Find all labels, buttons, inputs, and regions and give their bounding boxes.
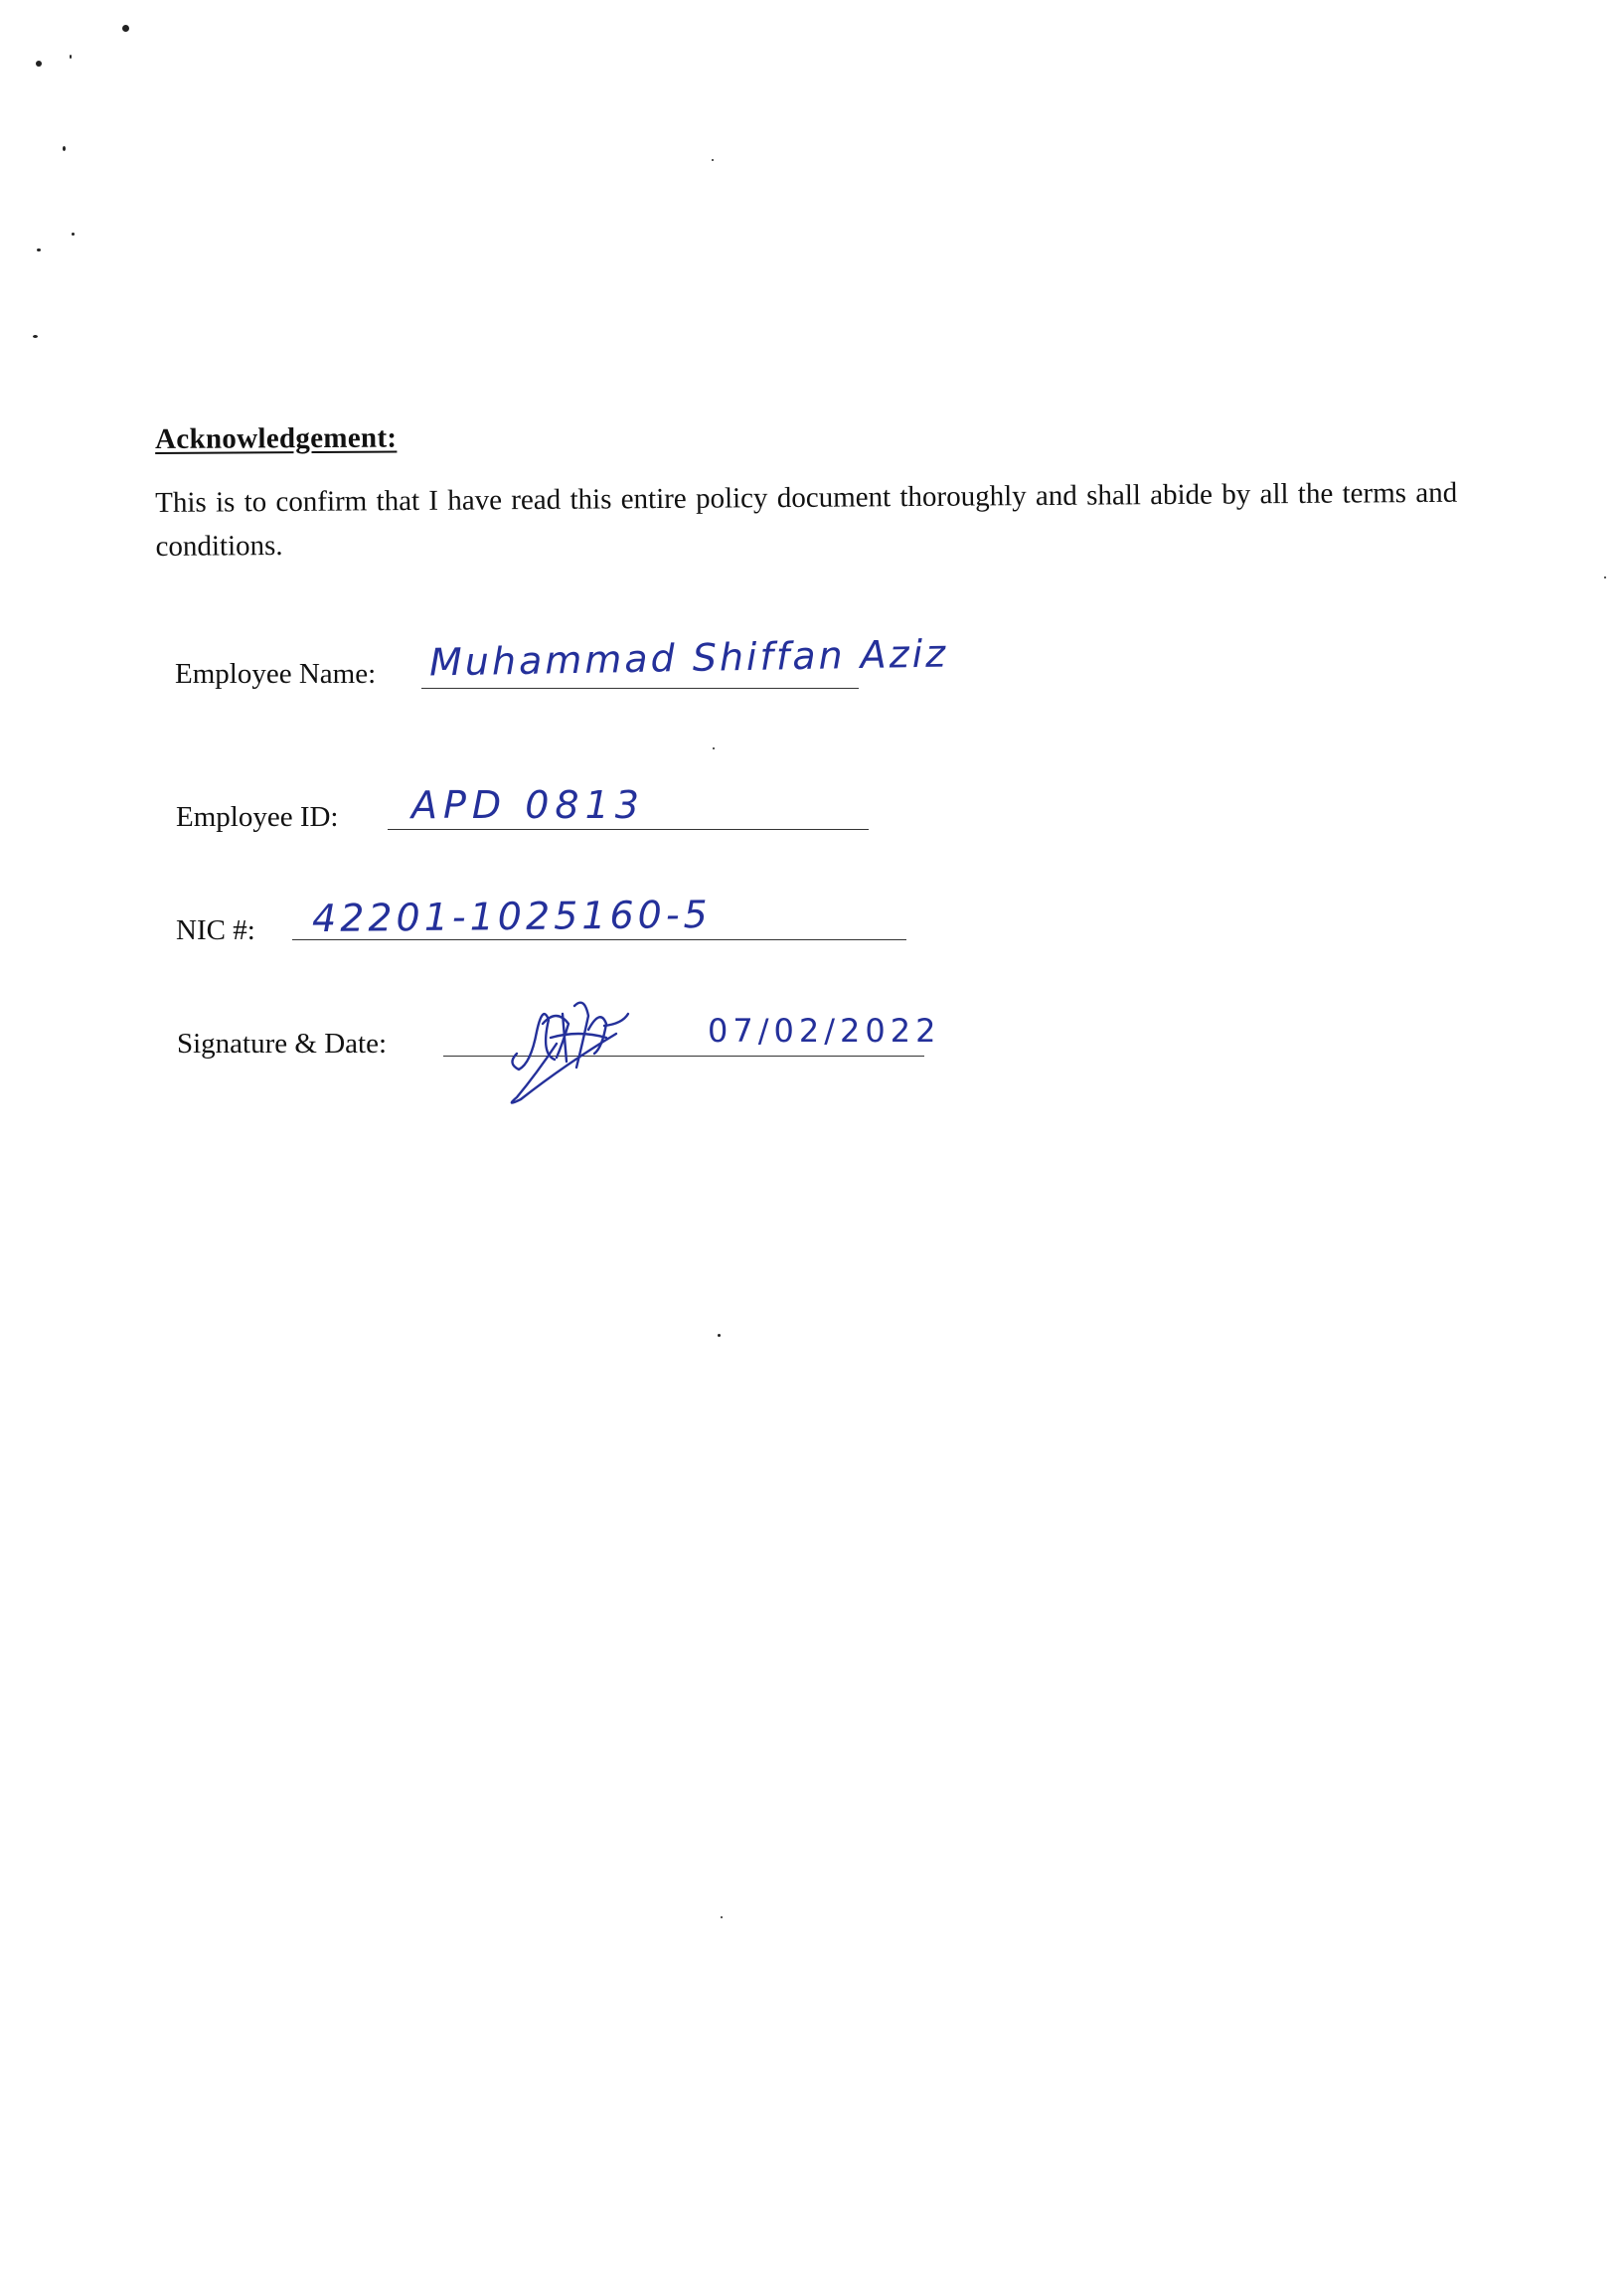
scan-speck	[718, 1334, 721, 1337]
signature-date-label: Signature & Date:	[177, 1028, 388, 1060]
scan-speck	[37, 248, 41, 251]
signature-date-value: 07/02/2022	[708, 1012, 941, 1050]
scan-speck	[1604, 576, 1606, 578]
employee-id-line	[388, 829, 869, 830]
employee-id-label: Employee ID:	[176, 801, 339, 833]
scan-speck	[36, 61, 42, 67]
acknowledgement-heading: Acknowledgement:	[155, 421, 398, 455]
employee-id-value: APD 0813	[411, 783, 645, 827]
scan-speck	[721, 1916, 723, 1918]
acknowledgement-statement: This is to confirm that I have read this entire policy document thoroughly and shall abide by all the terms and conditions.	[155, 476, 1458, 563]
scan-speck	[63, 146, 66, 151]
nic-label: NIC #:	[176, 914, 255, 946]
employee-name-line	[421, 688, 859, 689]
scan-speck	[122, 25, 129, 32]
handwritten-signature	[497, 984, 686, 1113]
scan-speck	[33, 335, 38, 338]
employee-name-label: Employee Name:	[175, 658, 377, 690]
scan-speck	[712, 159, 714, 161]
employee-name-value: Muhammad Shiffan Aziz	[428, 631, 949, 685]
scan-speck	[713, 747, 715, 749]
scan-speck	[72, 233, 75, 236]
nic-value: 42201-1025160-5	[311, 892, 712, 941]
scan-speck	[70, 55, 72, 59]
